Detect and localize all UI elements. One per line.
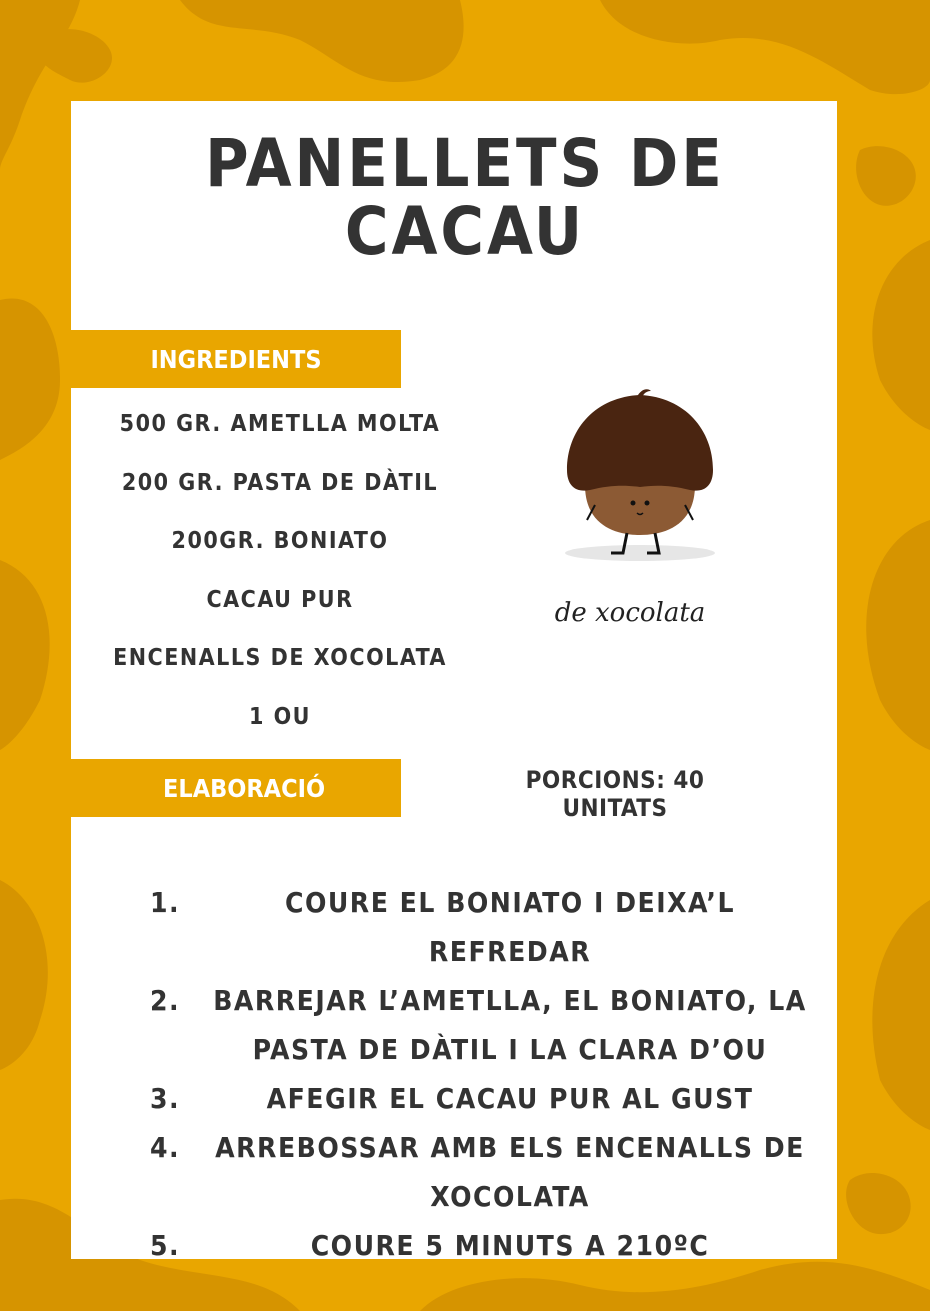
step-item	[150, 878, 810, 976]
elaboracio-header	[71, 759, 401, 817]
step-text: COURE 5 MINUTS A 210ºC	[310, 1229, 710, 1262]
ingredient-item: ENCENALLS DE XOCOLATA	[113, 645, 447, 671]
step-number: 2.	[150, 984, 181, 1017]
steps-list	[150, 878, 810, 1270]
step-number: 4.	[150, 1131, 181, 1164]
step-text: AFEGIR EL CACAU PUR AL GUST	[266, 1082, 754, 1115]
step-text: BARREJAR L’AMETLLA, EL BONIATO, LA PASTA DE DÀTIL I LA CLARA D’OU	[213, 984, 807, 1066]
step-item	[150, 1123, 810, 1221]
step-item	[150, 1221, 810, 1270]
step-item	[150, 1074, 810, 1123]
step-number: 3.	[150, 1082, 181, 1115]
chestnut-icon	[555, 385, 725, 565]
title-line-1: PANELLETS DE	[205, 125, 725, 202]
step-number: 1.	[150, 886, 181, 919]
step-text: ARREBOSSAR AMB ELS ENCENALLS DE XOCOLATA	[215, 1131, 805, 1213]
ingredient-item: CACAU PUR	[206, 586, 354, 613]
ingredients-label: INGREDIENTS	[150, 344, 322, 374]
illustration-caption: de xocolata	[554, 598, 706, 628]
recipe-title	[0, 125, 930, 270]
step-number: 5.	[150, 1229, 181, 1262]
ingredient-item: 1 OU	[249, 703, 311, 730]
elaboracio-label: ELABORACIÓ	[163, 773, 326, 803]
ingredient-item: 200 GR. PASTA DE DÀTIL	[121, 469, 439, 496]
ingredient-item: 200GR. BONIATO	[171, 528, 389, 554]
ingredients-header	[71, 330, 401, 388]
ingredients-list	[110, 395, 450, 746]
title-line-2: CACAU	[344, 193, 586, 270]
ingredient-item: 500 GR. AMETLLA MOLTA	[119, 411, 441, 437]
step-text: COURE EL BONIATO I DEIXA’L REFREDAR	[284, 886, 736, 968]
step-item	[150, 976, 810, 1074]
portions-text: PORCIONS: 40 UNITATS	[525, 766, 705, 822]
